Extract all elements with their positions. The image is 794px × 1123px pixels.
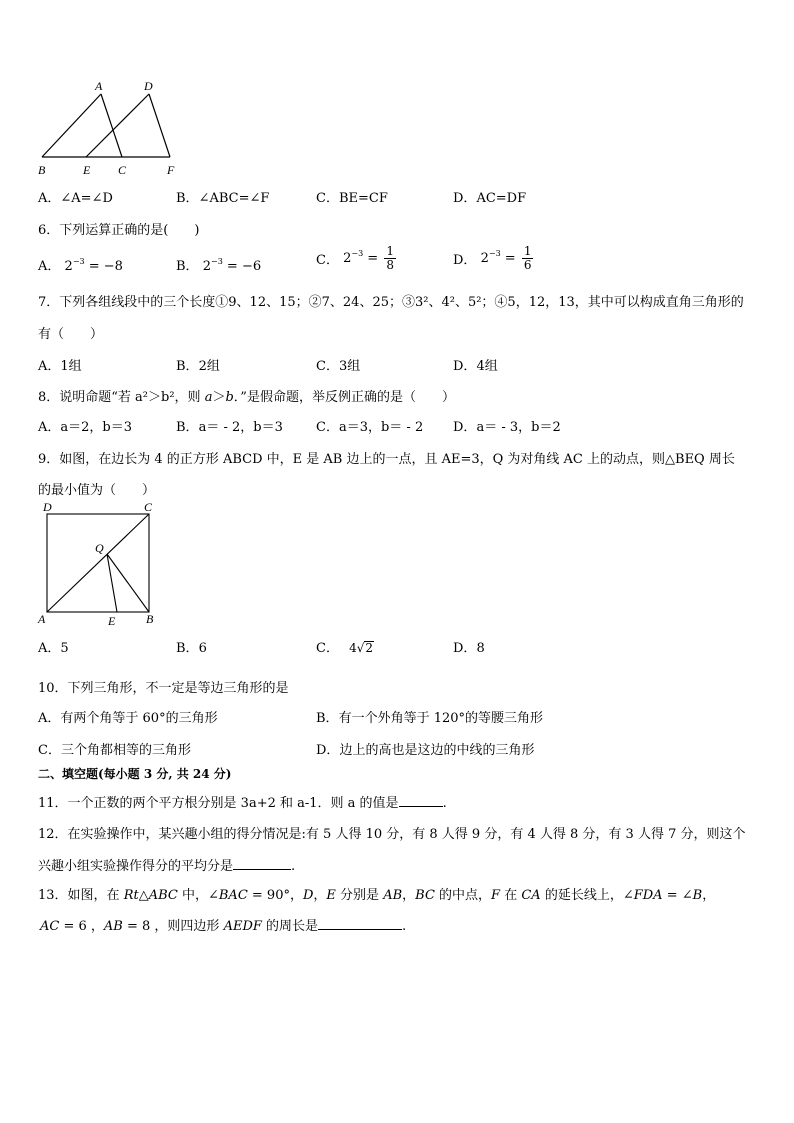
q13-answer-blank[interactable] bbox=[318, 917, 402, 930]
q6-option-d[interactable]: D． $2^{-3}$ = $\frac{1}{6}$ bbox=[453, 244, 532, 272]
q9-stem-line1: 9．如图，在边长为 4 的正方形 ABCD 中，E 是 AB 边上的一点，且 AE=3，Q 为对角线 AC 上的动点，则△BEQ 周长 bbox=[38, 452, 735, 467]
q6-option-b[interactable]: B． $2^{-3} = -6$ bbox=[176, 257, 262, 274]
label-a: A bbox=[38, 612, 46, 626]
label-b: B bbox=[38, 163, 46, 177]
label-c: C bbox=[144, 500, 153, 514]
q5-option-a[interactable]: A．∠A=∠D bbox=[38, 191, 113, 206]
q10-stem: 10．下列三角形，不一定是等边三角形的是 bbox=[38, 681, 289, 696]
q9-option-c[interactable]: C． 4√2 bbox=[316, 641, 374, 656]
label-e: E bbox=[83, 163, 91, 177]
q5-option-c[interactable]: C．BE=CF bbox=[316, 191, 388, 206]
q11: 11．一个正数的两个平方根分别是 3a+2 和 a-1．则 a 的值是 . bbox=[38, 796, 447, 811]
q13-line2: AC = 6 ，AB = 8 ，则四边形 AEDF 的周长是 . bbox=[40, 919, 407, 934]
q8-stem: 8．说明命题“若 a²＞b²，则 a＞b．”是假命题，举反例正确的是（ ） bbox=[38, 390, 455, 405]
q9-figure bbox=[34, 498, 164, 630]
q13-line1: 13．如图，在 Rt△ABC 中，∠BAC = 90°，D，E 分别是 AB，BC 的中点，F 在 CA 的延长线上，∠FDA = ∠B， bbox=[38, 888, 716, 903]
label-f: F bbox=[167, 163, 175, 177]
q10-option-a[interactable]: A．有两个角等于 60°的三角形 bbox=[38, 711, 218, 726]
q6-stem: 6．下列运算正确的是( ) bbox=[38, 223, 200, 238]
diagonal-ac bbox=[47, 514, 149, 612]
q5-option-b[interactable]: B．∠ABC=∠F bbox=[176, 191, 270, 206]
q9-stem-line2: 的最小值为（ ） bbox=[38, 483, 156, 498]
segment-ab bbox=[42, 94, 101, 157]
label-c: C bbox=[118, 163, 127, 177]
label-e: E bbox=[108, 614, 116, 628]
q10-option-b[interactable]: B．有一个外角等于 120°的等腰三角形 bbox=[316, 711, 544, 726]
q6-exp: −3 bbox=[72, 257, 85, 266]
q6-fraction-c: $\frac{1}{8}$ bbox=[386, 244, 394, 272]
q6-option-c[interactable]: C． $2^{-3}$ = $\frac{1}{8}$ bbox=[316, 244, 394, 272]
q9-option-d[interactable]: D．8 bbox=[453, 641, 485, 656]
q12-line1: 12．在实验操作中，某兴趣小组的得分情况是:有 5 人得 10 分，有 8 人得 9 分，有 4 人得 8 分，有 3 人得 7 分，则这个 bbox=[38, 827, 746, 842]
segment-df bbox=[149, 94, 170, 157]
q8-option-c[interactable]: C．a＝3，b＝ - 2 bbox=[316, 420, 424, 435]
q7-option-b[interactable]: B．2组 bbox=[176, 359, 220, 374]
label-d: D bbox=[43, 500, 52, 514]
q12-line2: 兴趣小组实验操作得分的平均分是 . bbox=[38, 859, 296, 874]
segment-ed bbox=[86, 94, 149, 157]
q6-base: 2 bbox=[64, 259, 73, 274]
q10-option-c[interactable]: C．三个角都相等的三角形 bbox=[38, 743, 191, 758]
q5-figure bbox=[30, 76, 190, 180]
q11-answer-blank[interactable] bbox=[399, 794, 443, 807]
segment-ac bbox=[101, 94, 122, 157]
q5-option-d[interactable]: D．AC=DF bbox=[453, 191, 527, 206]
segment-qe bbox=[107, 554, 117, 612]
q7-option-c[interactable]: C．3组 bbox=[316, 359, 361, 374]
section-title: 二、填空题(每小题 3 分, 共 24 分) bbox=[38, 767, 232, 781]
q9-option-a[interactable]: A．5 bbox=[38, 641, 69, 656]
q10-option-d[interactable]: D．边上的高也是这边的中线的三角形 bbox=[316, 743, 535, 758]
label-b: B bbox=[146, 612, 154, 626]
label-a: A bbox=[95, 79, 103, 93]
q7-option-a[interactable]: A．1组 bbox=[38, 359, 82, 374]
q12-answer-blank[interactable] bbox=[233, 857, 291, 870]
q7-stem-line1: 7．下列各组线段中的三个长度①9、12、15；②7、24、25；③3²、4²、5²；④5，12，13，其中可以构成直角三角形的 bbox=[38, 295, 744, 310]
label-d: D bbox=[144, 79, 153, 93]
segment-qb bbox=[107, 554, 149, 612]
q8-option-d[interactable]: D．a＝ - 3，b＝2 bbox=[453, 420, 561, 435]
q7-stem-line2: 有（ ） bbox=[38, 327, 104, 342]
label-q: Q bbox=[95, 541, 104, 555]
q6-option-a[interactable]: A． $2^{-3} = -8$ bbox=[38, 257, 123, 274]
q9-option-b[interactable]: B．6 bbox=[176, 641, 207, 656]
q8-option-b[interactable]: B．a＝ - 2，b＝3 bbox=[176, 420, 283, 435]
q6-fraction-d: $\frac{1}{6}$ bbox=[523, 244, 532, 272]
q8-option-a[interactable]: A．a＝2，b＝3 bbox=[38, 420, 133, 435]
q7-option-d[interactable]: D．4组 bbox=[453, 359, 498, 374]
